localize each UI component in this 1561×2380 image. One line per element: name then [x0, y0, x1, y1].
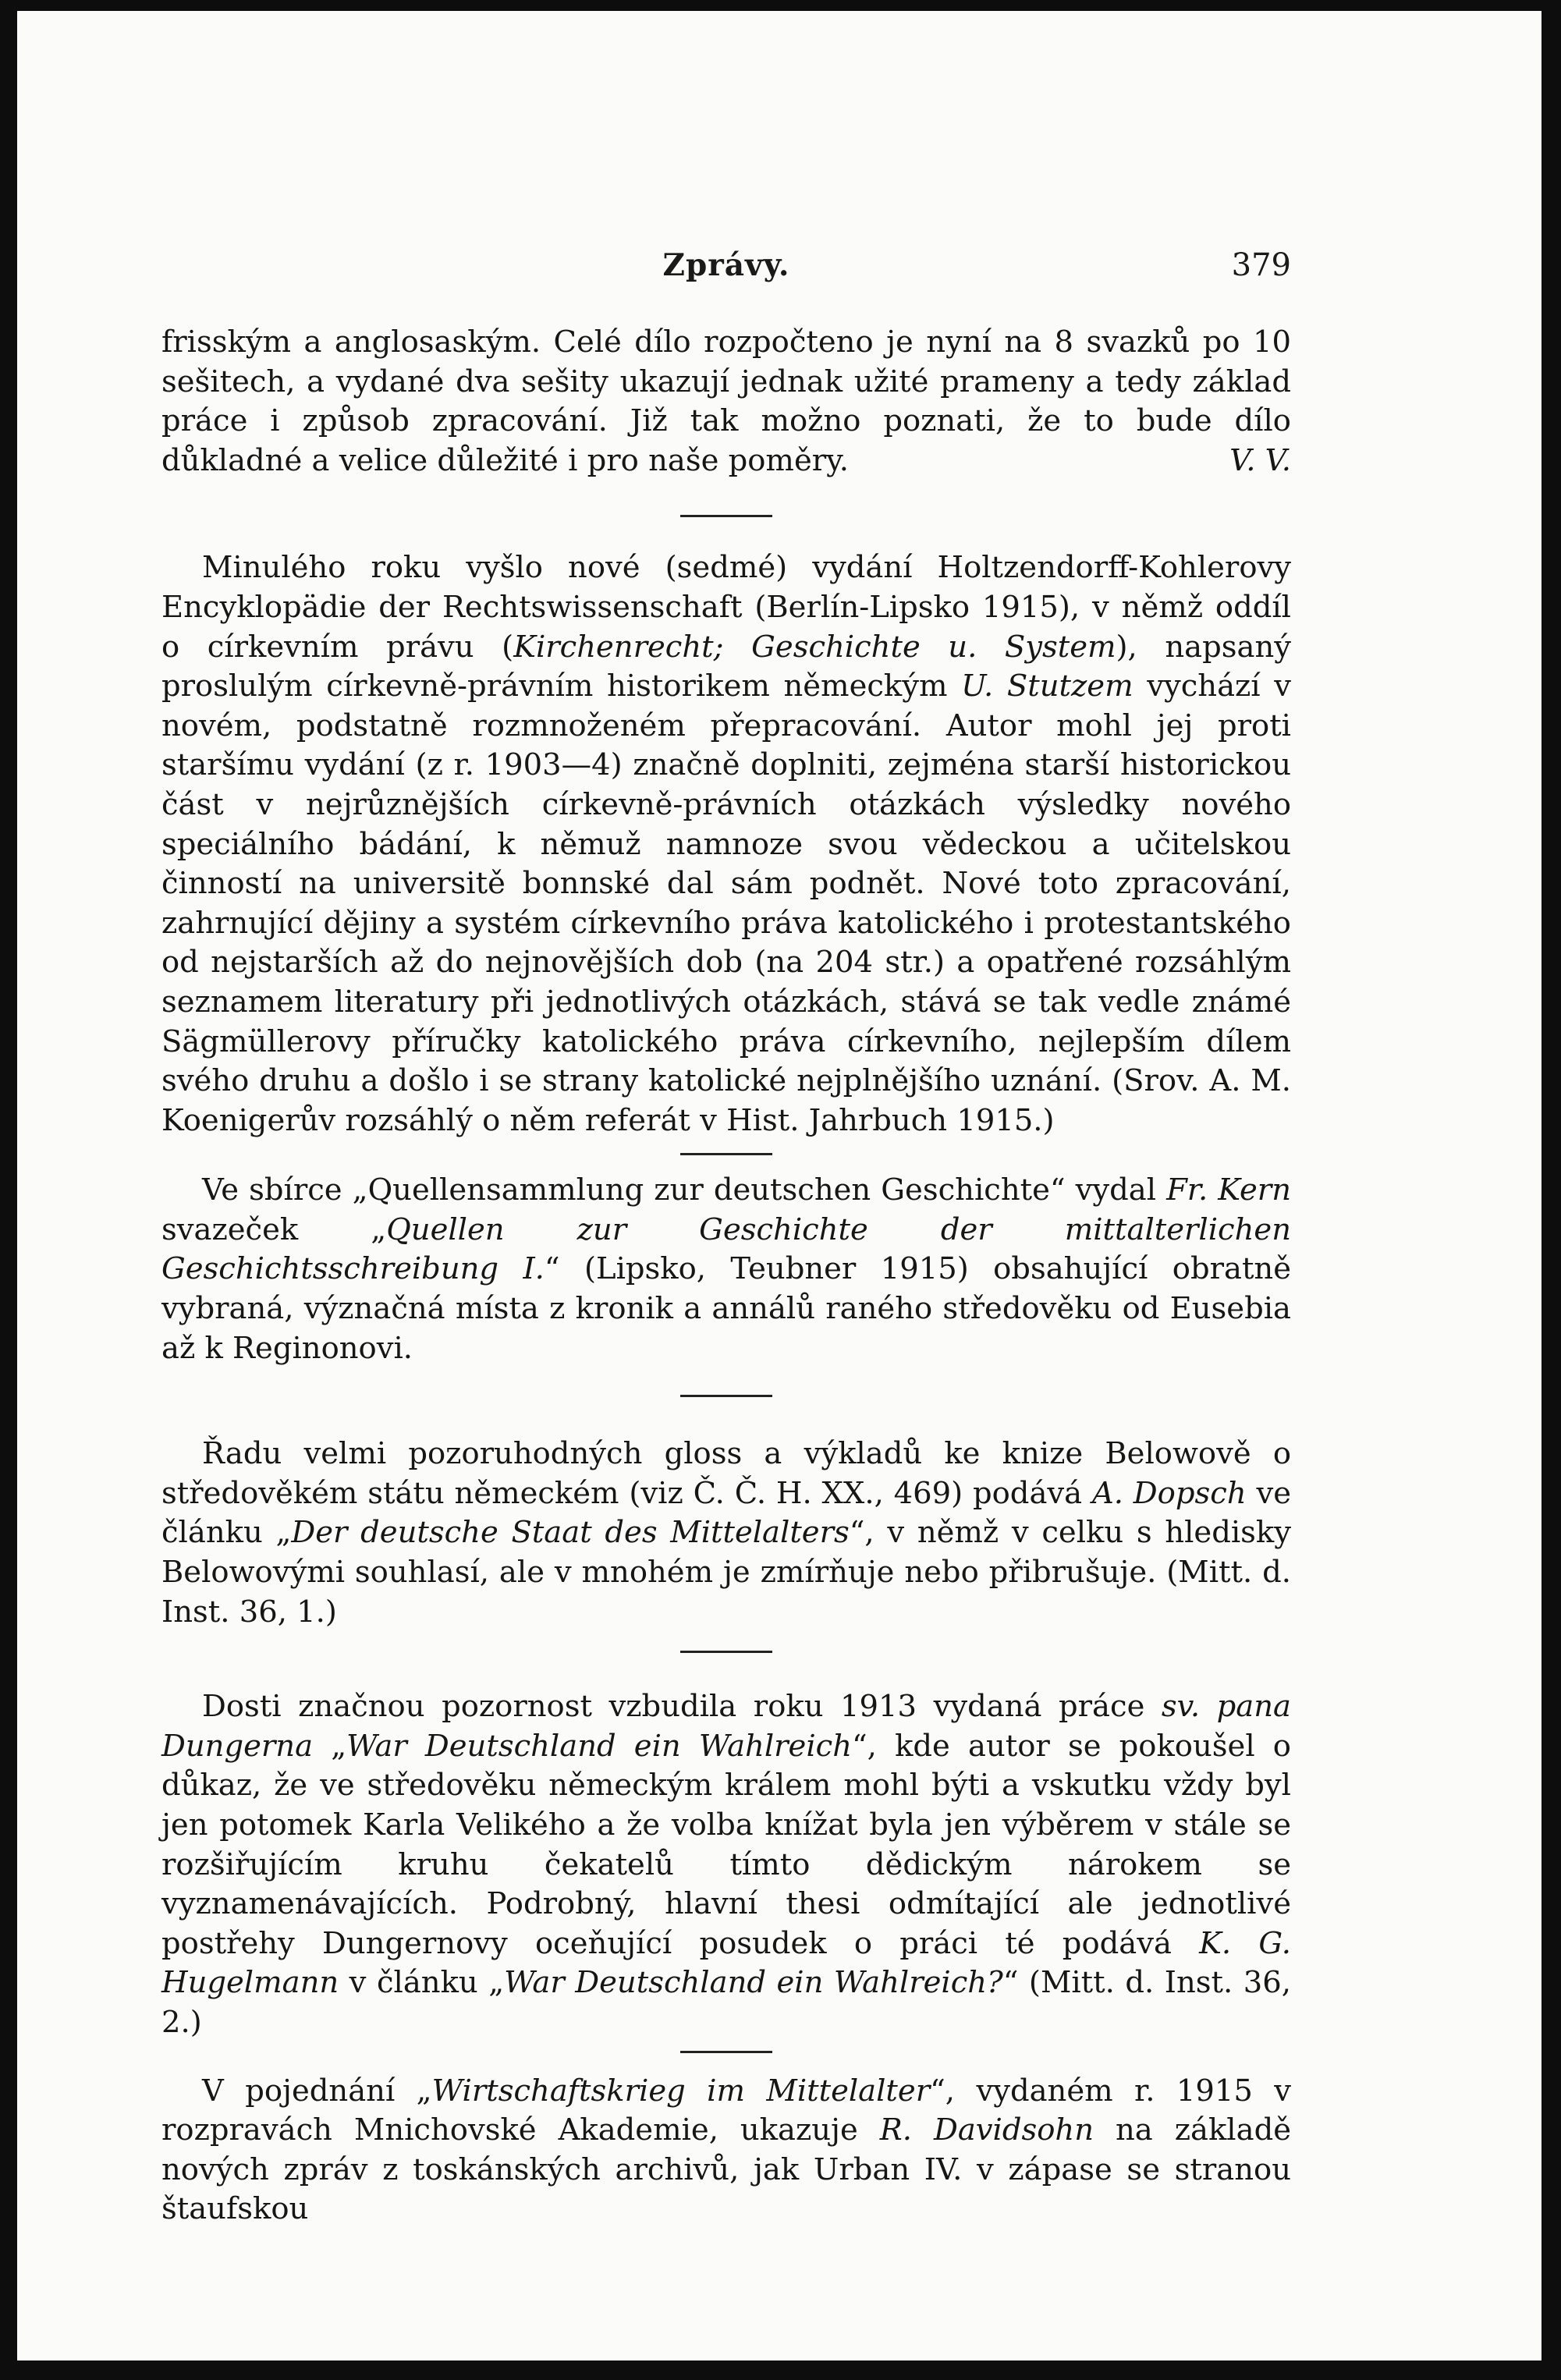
header-title: Zprávy. [662, 247, 790, 283]
text-segment: Ve sbírce „Quellensammlung zur deutschen Geschichte“ vydal [202, 1172, 1167, 1208]
text-segment: v článku „ [339, 1965, 505, 2001]
section-divider [680, 515, 772, 517]
section-divider [680, 1395, 772, 1397]
text-segment: „ [313, 1728, 347, 1764]
section-divider [680, 2051, 772, 2053]
text-segment: Minulého roku vyšlo nové (sedmé) vydání Holtzendorff-Kohlerovy Encyklopädie der Rechtswissenschaft (Berlín-Lipsko 1915), v němž oddíl o církevním právu ( [161, 550, 1291, 665]
text-segment: “, vydaném r. 1915 v rozpravách Mnichovské Akademie, ukazuje [161, 2073, 1292, 2148]
text-segment: ve článku „ [161, 1475, 1291, 1551]
text-segment-italic: K. G. Hugelmann [161, 1925, 1291, 2001]
text-segment-italic: War Deutschland ein Wahlreich? [504, 1965, 1003, 2001]
text-segment: Dosti značnou pozornost vzbudila roku 1913 vydaná práce [202, 1689, 1162, 1725]
section-divider [680, 1651, 772, 1653]
text-segment: ), napsaný proslulým církevně-právním historikem německým [161, 629, 1291, 704]
text-segment-italic: A. Dopsch [1091, 1475, 1247, 1511]
text-segment: na základě nových zpráv z toskánských archivů, jak Urban IV. v zápase se stranou štaufskou [161, 2112, 1291, 2227]
paragraph-6 [161, 2072, 1291, 2229]
page-number: 379 [1231, 247, 1291, 283]
text-segment: frisským a anglosaským. Celé dílo rozpočteno je nyní na 8 svazků po 10 sešitech, a vydané dva sešity ukazují jednak užité prameny a tedy základ práce i způsob zpracování. Již tak možno poznati, že to bude dílo důkladné a velice důležité i pro naše poměry. [161, 325, 1291, 478]
text-segment-italic: Kirchenrecht; Geschichte u. System [513, 629, 1116, 665]
text-segment-italic: U. Stutzem [961, 669, 1133, 704]
paragraph-5 [161, 1687, 1291, 2042]
paragraph-2 [161, 548, 1291, 1140]
text-segment-italic: R. Davidsohn [879, 2112, 1094, 2148]
text-segment-italic: sv. pana Dungerna [161, 1689, 1292, 1764]
text-segment-italic: Der deutsche Staat des Mittelalters [291, 1515, 850, 1551]
text-segment-italic: Quellen zur Geschichte der mittalterlichen Geschichtsschreibung I. [161, 1211, 1291, 1287]
article-body [161, 323, 1291, 2229]
text-segment-italic: Wirtschaftskrieg im Mittelalter [431, 2073, 931, 2109]
text-segment: “, kde autor se pokoušel o důkaz, že ve středověku německým králem mohl býti a vskutku vždy byl jen potomek Karla Velikého a že volba knížat byla jen výběrem v stále se rozšiřujícím kruhu čekatelů tímto dědickým nárokem se vyznamenávajících. Podrobný, hlavní thesi odmítající ale jednotlivé postřehy Dungernovy oceňující posudek o práci té podává [161, 1728, 1291, 1961]
author-signature: V. V. [1229, 442, 1291, 478]
scanned-page [17, 11, 1541, 2360]
text-segment: “, v němž v celku s hledisky Belowovými souhlasí, ale v mnohém je zmírňuje nebo přibrušuje. (Mitt. d. Inst. 36, 1.) [161, 1515, 1291, 1630]
text-segment: “ (Mitt. d. Inst. 36, 2.) [161, 1965, 1291, 2040]
text-segment-italic: War Deutschland ein Wahlreich [346, 1728, 852, 1764]
text-segment: svazeček „ [161, 1211, 387, 1247]
text-segment-italic: Fr. Kern [1166, 1172, 1291, 1208]
paragraph-1 [161, 323, 1291, 481]
text-segment: Řadu velmi pozoruhodných gloss a výkladů ke knize Belowově o středověkém státu německém (viz Č. Č. H. XX., 469) podává [161, 1436, 1291, 1511]
paragraph-3 [161, 1171, 1291, 1368]
text-segment: vychází v novém, podstatně rozmnoženém přepracování. Autor mohl jej proti staršímu vydání (z r. 1903—4) značně doplniti, zejména starší historickou část v nejrůznějších církevně-právních otázkách výsledky nového speciálního bádání, k němuž namnoze svou vědeckou a učitelskou činností na universitě bonnské dal sám podnět. Nové toto zpracování, zahrnující dějiny a systém církevního práva katolického i protestantského od nejstarších až do nejnovějších dob (na 204 str.) a opatřené rozsáhlým seznamem literatury při jednotlivých otázkách, stává se tak vedle známé Sägmüllerovy příručky katolického práva církevního, nejlepším dílem svého druhu a došlo i se strany katolické nejplnějšího uznání. (Srov. A. M. Koenigerův rozsáhlý o něm referát v Hist. Jahrbuch 1915.) [161, 669, 1291, 1138]
text-segment: “ (Lipsko, Teubner 1915) obsahující obratně vybraná, význačná místa z kronik a annálů raného středověku od Eusebia až k Reginonovi. [161, 1251, 1291, 1366]
text-segment: V pojednání „ [202, 2073, 432, 2109]
running-header [161, 247, 1291, 294]
section-divider [680, 1153, 772, 1155]
paragraph-4 [161, 1435, 1291, 1632]
